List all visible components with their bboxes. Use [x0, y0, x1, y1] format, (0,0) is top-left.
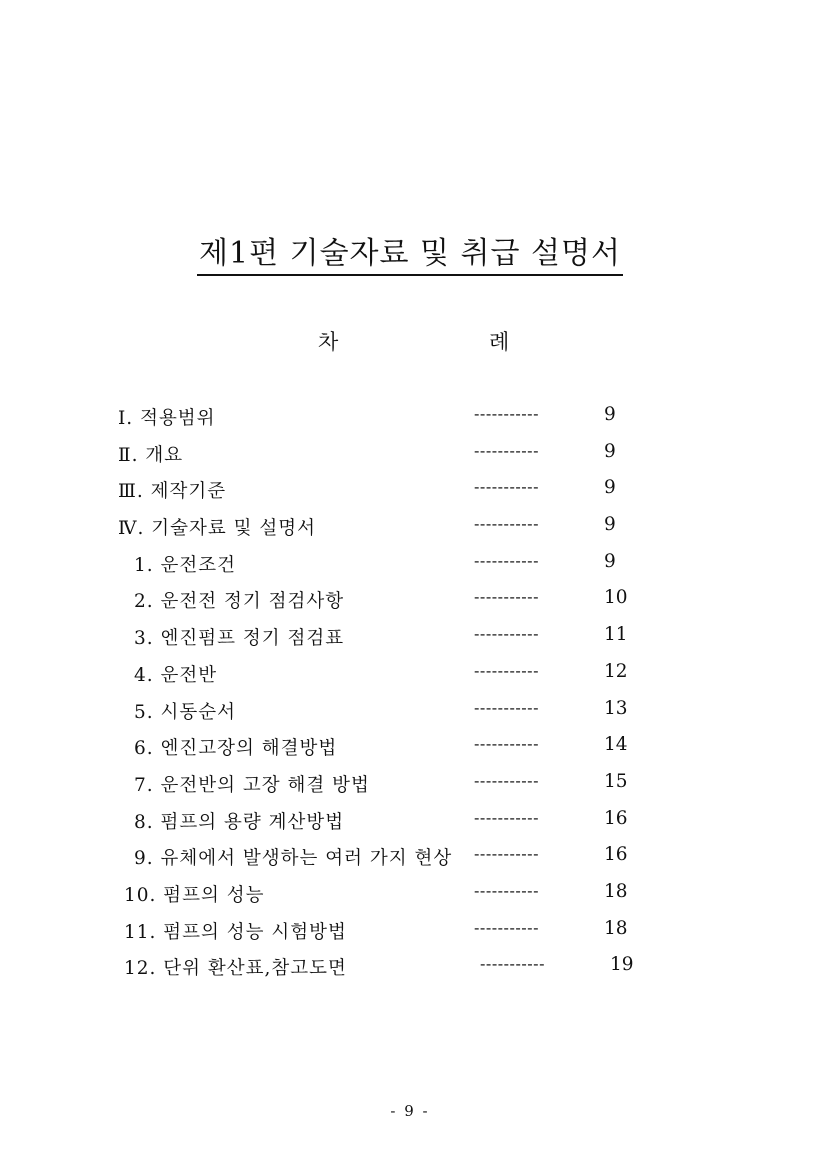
toc-leader: ----------- — [474, 697, 539, 717]
toc-item-label: 12. 단위 환산표,참고도면 — [124, 958, 347, 980]
toc-heading: 차 례 — [318, 330, 582, 354]
toc-leader: ----------- — [474, 624, 539, 644]
toc-item — [0, 657, 820, 694]
toc-item — [0, 437, 820, 474]
toc-leader: ----------- — [480, 954, 545, 974]
toc-item-label: 11. 펌프의 성능 시험방법 — [124, 921, 347, 943]
toc-leader: ----------- — [474, 734, 539, 754]
toc-leader: ----------- — [474, 587, 539, 607]
document-title — [0, 228, 820, 276]
toc-leader: ----------- — [474, 770, 539, 790]
table-of-contents — [0, 400, 820, 987]
toc-page-number: 10 — [604, 587, 628, 609]
toc-item — [0, 950, 820, 987]
toc-item — [0, 694, 820, 731]
toc-page-number: 14 — [604, 734, 628, 756]
toc-leader: ----------- — [474, 917, 539, 937]
toc-leader: ----------- — [474, 550, 539, 570]
page-number-footer: - 9 - — [390, 1102, 430, 1120]
toc-page-number: 9 — [604, 550, 616, 572]
toc-item — [0, 840, 820, 877]
toc-page-number: 18 — [604, 917, 628, 939]
toc-item-label: 6. 엔진고장의 해결방법 — [134, 738, 338, 760]
toc-item-label: 5. 시동순서 — [134, 701, 237, 723]
toc-leader: ----------- — [474, 477, 539, 497]
toc-page-number: 9 — [604, 514, 616, 536]
toc-leader: ----------- — [474, 807, 539, 827]
toc-leader: ----------- — [474, 880, 539, 900]
toc-page-number: 9 — [604, 404, 616, 425]
toc-item — [0, 547, 820, 584]
toc-item-label: Ⅳ. 기술자료 및 설명서 — [118, 518, 316, 540]
toc-item — [0, 914, 820, 951]
toc-item-label: 3. 엔진펌프 정기 점검표 — [134, 628, 345, 650]
toc-item — [0, 473, 820, 510]
toc-item-label: 10. 펌프의 성능 — [124, 884, 265, 906]
toc-leader: ----------- — [474, 514, 539, 534]
toc-page-number: 12 — [604, 660, 628, 682]
toc-item — [0, 620, 820, 657]
toc-item-label: 2. 운전전 정기 점검사항 — [134, 591, 345, 613]
toc-item-label: 1. 운전조건 — [134, 554, 237, 576]
toc-item-label: Ⅲ. 제작기준 — [118, 481, 227, 503]
toc-page-number: 13 — [604, 697, 628, 719]
document-title-text: 제1편 기술자료 및 취급 설명서 — [197, 228, 623, 276]
toc-page-number: 9 — [604, 440, 616, 462]
toc-item-label: Ⅱ. 개요 — [118, 444, 184, 466]
toc-page-number: 16 — [604, 844, 628, 866]
toc-item — [0, 877, 820, 914]
toc-item — [0, 804, 820, 841]
toc-leader: ----------- — [474, 404, 539, 423]
toc-leader: ----------- — [474, 844, 539, 864]
toc-item — [0, 583, 820, 620]
toc-page-number: 15 — [604, 770, 628, 792]
toc-leader: ----------- — [474, 440, 539, 460]
toc-page-number: 19 — [610, 954, 634, 976]
toc-item-label: 7. 운전반의 고장 해결 방법 — [134, 774, 370, 796]
toc-page-number: 18 — [604, 880, 628, 902]
toc-item-label: Ⅰ. 적용범위 — [118, 408, 216, 429]
toc-page-number: 9 — [604, 477, 616, 499]
toc-item-label: 4. 운전반 — [134, 664, 218, 686]
toc-leader: ----------- — [474, 660, 539, 680]
toc-item — [0, 767, 820, 804]
toc-item — [0, 510, 820, 547]
toc-item — [0, 400, 820, 437]
toc-page-number: 16 — [604, 807, 628, 829]
toc-page-number: 11 — [604, 624, 628, 646]
toc-item — [0, 730, 820, 767]
toc-item-label: 9. 유체에서 발생하는 여러 가지 현상 — [134, 848, 453, 870]
toc-item-label: 8. 펌프의 용량 계산방법 — [134, 811, 345, 833]
